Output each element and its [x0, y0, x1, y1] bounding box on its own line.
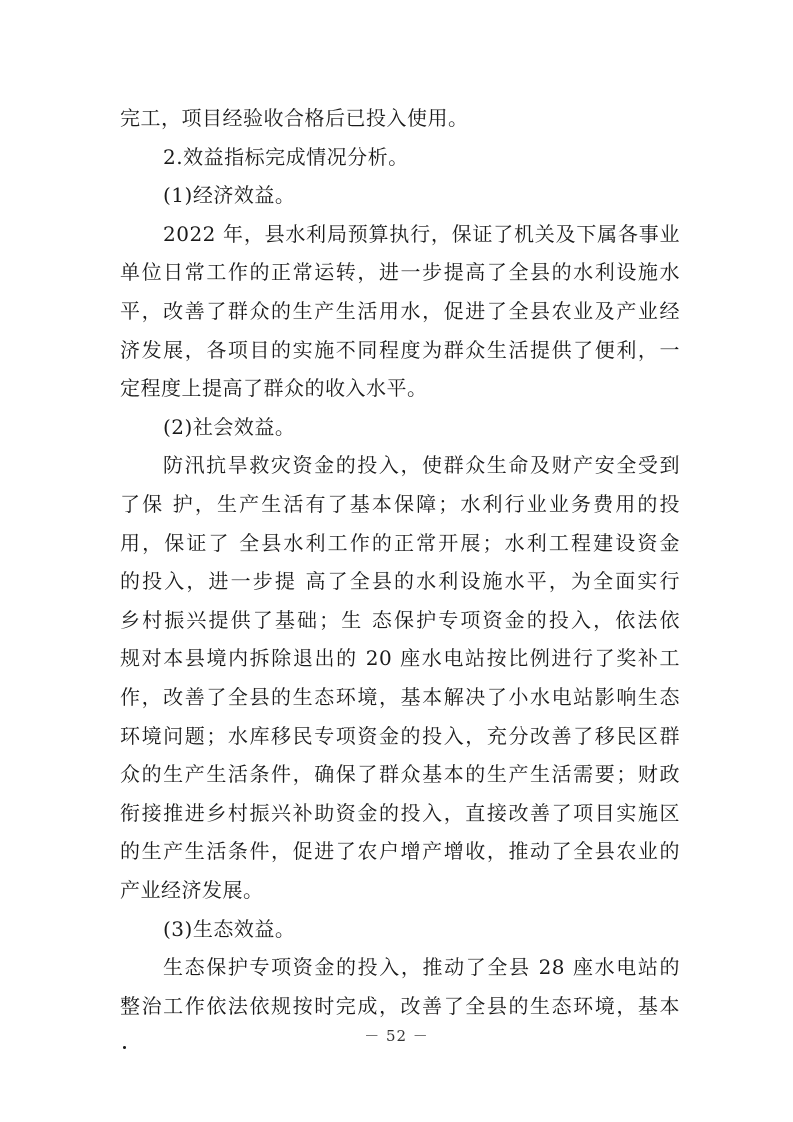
text-line: 环境问题；水库移民专项资金的投入，充分改善了移民区群 [120, 724, 680, 748]
subsection-heading: (1)经济效益。 [163, 183, 296, 207]
text-line: 的生产生活条件，促进了农户增产增收，推动了全县农业的 [120, 839, 680, 863]
text-line: 防汛抗旱救灾资金的投入，使群众生命及财产安全受到 [163, 453, 680, 477]
subsection-heading: (3)生态效益。 [163, 917, 296, 941]
text-line: 完工，项目经验收合格后已投入使用。 [120, 106, 469, 130]
text-line: 用，保证了 全县水利工作的正常开展；水利工程建设资金 [120, 531, 680, 555]
text-line: 衔接推进乡村振兴补助资金的投入，直接改善了项目实施区 [120, 801, 680, 825]
text-line: 整治工作依法依规按时完成，改善了全县的生态环境，基本 [120, 994, 680, 1018]
text-line: 定程度上提高了群众的收入水平。 [120, 376, 428, 400]
text-line: 生态保护专项资金的投入，推动了全县 28 座水电站的 [163, 955, 680, 979]
page-number: － 52 － [364, 1027, 429, 1045]
text-line: 的投入，进一步提 高了全县的水利设施水平，为全面实行 [120, 569, 680, 593]
margin-dot-mark [123, 1046, 126, 1049]
text-line: 2022 年，县水利局预算执行，保证了机关及下属各事业 [163, 222, 680, 246]
text-line: 平，改善了群众的生产生活用水，促进了全县农业及产业经 [120, 299, 680, 323]
section-heading: 2.效益指标完成情况分析。 [163, 145, 409, 169]
subsection-heading: (2)社会效益。 [163, 415, 296, 439]
text-line: 了保 护，生产生活有了基本保障；水利行业业务费用的投 [120, 492, 680, 516]
text-line: 单位日常工作的正常运转，进一步提高了全县的水利设施水 [120, 260, 680, 284]
text-line: 众的生产生活条件，确保了群众基本的生产生活需要；财政 [120, 762, 680, 786]
text-line: 规对本县境内拆除退出的 20 座水电站按比例进行了奖补工 [120, 646, 680, 670]
text-line: 作，改善了全县的生态环境，基本解决了小水电站影响生态 [120, 685, 680, 709]
text-line: 乡村振兴提供了基础；生 态保护专项资金的投入，依法依 [120, 608, 680, 632]
text-line: 济发展，各项目的实施不同程度为群众生活提供了便利，一 [120, 338, 680, 362]
text-line: 产业经济发展。 [120, 878, 264, 902]
